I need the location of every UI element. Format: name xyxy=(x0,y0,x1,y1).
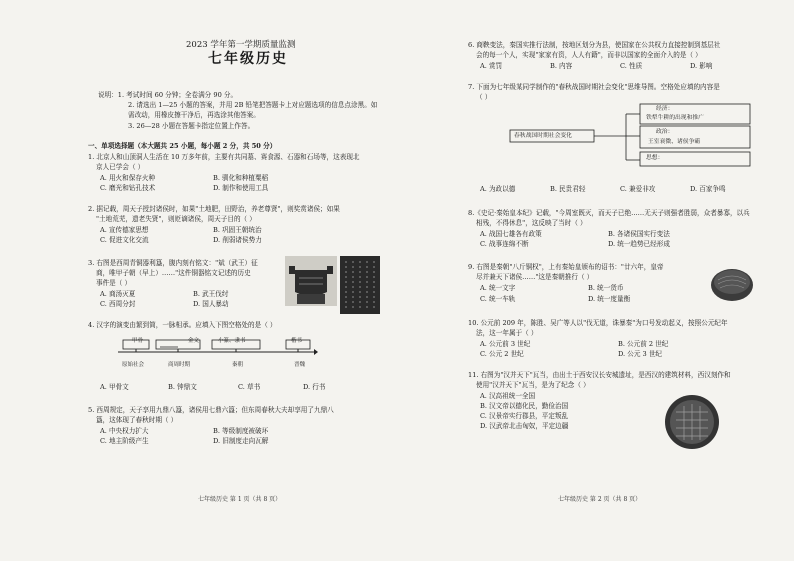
mind-map-branch: 经济： xyxy=(656,106,674,112)
option-b: B. 民贵君轻 xyxy=(550,185,586,193)
option-b: B. 汉文帝以德化民，勤俭治国 xyxy=(480,402,569,410)
question-10: 10. 公元前 209 年，陈胜、吴广等人以"伐无道，诛暴秦"为口号发动起义，按照公元纪年 xyxy=(468,319,728,327)
option-c: C. 汉景帝实行郡县，平定叛乱 xyxy=(480,412,569,420)
page-footer: 七年级历史 第 2 页（共 8 页） xyxy=(558,496,642,503)
option-c: C. 性质 xyxy=(620,62,643,70)
option-a: A. 商汤灭夏 xyxy=(100,290,136,298)
mind-map-branch: 铁犁牛耕的出现和推广 xyxy=(646,115,704,121)
question-9: 9. 右图是秦朝"八斤铜权"，上有秦始皇颁布的诏书："廿六年，皇帝 xyxy=(468,263,664,271)
question-5: 5. 西周规定，天子享用九鼎八簋，诸侯用七鼎六簋；但东周春秋大夫却享用了九鼎八 xyxy=(88,406,334,414)
question-1: 1. 北京人和山顶洞人生活在 10 万多年前，主要有共同墓、赛食源、石器和石场等，这表现北 xyxy=(88,153,360,161)
option-d: D. 削弱诸侯势力 xyxy=(213,236,262,244)
section-heading: 一、单项选择题（本大题共 25 小题，每小题 2 分，共 50 分） xyxy=(88,142,277,150)
option-d: D. 行书 xyxy=(303,383,326,391)
option-b: B. 巩固王朝统治 xyxy=(213,226,262,234)
option-a: A. 战国七雄各有政策 xyxy=(480,230,542,238)
question-6-cont: 会的每一个人，实现"家家有资，人人有籍"，而非以国家的全面介入的是（ ） xyxy=(476,51,702,59)
mind-map-branch: 思想： xyxy=(646,155,664,161)
question-2: 2. 据记载，周天子授封诸侯时，如果"土地肥，田野治，养老尊贤"，则奖赏诸侯；如果 xyxy=(88,205,340,213)
option-a: A. 汉高祖统一全国 xyxy=(480,392,536,400)
option-c: C. 统一车轨 xyxy=(480,295,516,303)
question-7-cont: （ ） xyxy=(476,93,492,101)
timeline-label: 甲骨 xyxy=(132,338,144,344)
option-a: A. 宣传德家思想 xyxy=(100,226,149,234)
question-8: 8.《史记·秦始皇本纪》记载，"今周室既灭，而天子已绝……无天子则强者胜弱，众者暴寡，以兵 xyxy=(468,209,750,217)
subject-title: 七年级历史 xyxy=(208,51,288,67)
question-3-cont: 事件是（ ） xyxy=(96,279,132,287)
option-d: D. 国人暴动 xyxy=(193,300,229,308)
option-c: C. 西周分封 xyxy=(100,300,136,308)
question-9-cont: 尽并兼天下诸侯……"这是秦朝推行（ ） xyxy=(476,273,594,281)
bronze-weight-image xyxy=(710,264,754,302)
timeline-period: 商周时期 xyxy=(168,362,191,368)
option-a: A. 统一文字 xyxy=(480,284,516,292)
question-10-cont: 法，这一年属于（ ） xyxy=(476,329,538,337)
option-d: D. 制作和使用工具 xyxy=(213,184,269,192)
option-c: C. 战事连绵不断 xyxy=(480,240,529,248)
question-3-cont: 商，唯甲子朝（早上）……"这件铜器铭文记述的历史 xyxy=(96,269,251,277)
question-4: 4. 汉字的演变由繁到简，一脉相承。应填入下图空格处的是（ ） xyxy=(88,321,277,329)
timeline-period: 原始社会 xyxy=(122,362,145,368)
instruction-line: 说明：1. 考试时间 60 分钟；全卷满分 90 分。 xyxy=(98,91,238,99)
question-8-cont: 相残，不得休息"，这反映了当时（ ） xyxy=(476,219,587,227)
timeline-period: 秦朝 xyxy=(232,362,244,368)
page-footer: 七年级历史 第 1 页（共 8 页） xyxy=(198,496,282,503)
option-b: B. 等级制度被破坏 xyxy=(213,427,269,435)
option-d: D. 百家争鸣 xyxy=(690,185,726,193)
question-6: 6. 商鞅变法，秦国实推行法制，按地区划分为县，使国家在公共权力直接控制到基层社 xyxy=(468,41,721,49)
option-a: A. 为政以德 xyxy=(480,185,516,193)
option-d: D. 汉武帝北击匈奴，平定边疆 xyxy=(480,422,569,430)
option-b: B. 钟鼎文 xyxy=(168,383,197,391)
option-a: A. 公元前 3 世纪 xyxy=(480,340,531,348)
option-b: B. 公元前 2 世纪 xyxy=(618,340,669,348)
question-11-cont: 使用"汉并天下"瓦当，是为了纪念（ ） xyxy=(476,381,590,389)
page-2 xyxy=(468,0,768,561)
option-b: B. 各诸侯国实行变法 xyxy=(608,230,670,238)
inscription-rubbing-image xyxy=(340,256,380,314)
question-5-cont: 簋，这体现了春秋时期（ ） xyxy=(96,416,178,424)
option-b: B. 驯化和种植粟稻 xyxy=(213,174,269,182)
option-d: D. 统一趋势已经形成 xyxy=(608,240,670,248)
option-a: A. 赏罚 xyxy=(480,62,503,70)
option-a: A. 甲骨文 xyxy=(100,383,129,391)
option-d: D. 公元 3 世纪 xyxy=(618,350,663,358)
exam-title: 2023 学年第一学期质量监测 xyxy=(186,40,296,50)
instruction-line: 2. 请选出 1—25 小题的答案，并用 2B 铅笔把答题卡上对应题选项的信息点涂黑。如 xyxy=(128,101,378,109)
option-c: C. 兼爱非攻 xyxy=(620,185,656,193)
option-b: B. 统一货币 xyxy=(588,284,624,292)
option-c: C. 草书 xyxy=(238,383,261,391)
instruction-line: 3. 26—28 小题在答题卡指定位置上作答。 xyxy=(128,122,255,130)
question-3: 3. 右图是西周青铜器利簋，腹内刻有铭文："斌（武王）征 xyxy=(88,259,258,267)
mind-map-center: 春秋战国时期社会变化 xyxy=(514,133,572,139)
question-1-cont: 京人已学会（ ） xyxy=(96,163,145,171)
timeline-period: 晋魏 xyxy=(294,362,306,368)
option-b: B. 武王伐纣 xyxy=(193,290,229,298)
option-c: C. 地主阶级产生 xyxy=(100,437,149,445)
option-d: D. 影响 xyxy=(690,62,713,70)
bronze-vessel-image xyxy=(285,256,337,306)
timeline-label: 楷书 xyxy=(291,338,303,344)
option-a: A. 用火和保存火种 xyxy=(100,174,156,182)
question-2-cont: "土地荒芜，遗老失贤"，则贬谪诸侯，周天子目的（ ） xyxy=(96,215,256,223)
option-a: A. 中央权力扩大 xyxy=(100,427,149,435)
timeline-label: 小篆、隶书 xyxy=(218,338,246,344)
page-1 xyxy=(88,0,388,561)
question-11: 11. 右图为"汉并天下"瓦当，由出土于西安汉长安城遗址，是西汉的建筑材料，西汉刻作和 xyxy=(468,371,731,379)
option-c: C. 促进文化交流 xyxy=(100,236,149,244)
option-b: B. 内容 xyxy=(550,62,573,70)
option-c: C. 公元 2 世纪 xyxy=(480,350,524,358)
mind-map-branch: 王室衰微、诸侯争霸 xyxy=(648,139,701,145)
instruction-line: 需改动，用橡皮擦干净后，再选涂其他答案。 xyxy=(128,111,260,119)
option-d: D. 统一度量衡 xyxy=(588,295,631,303)
question-7: 7. 下面为七年级某同学制作的"春秋战国时期社会变化"思维导图。空格处应填的内容是 xyxy=(468,83,720,91)
option-d: D. 旧制度走向瓦解 xyxy=(213,437,269,445)
roof-tile-image xyxy=(664,394,720,450)
mind-map-branch: 政治： xyxy=(656,129,674,135)
option-c: C. 磨光和钻孔技术 xyxy=(100,184,156,192)
timeline-label: 金文 xyxy=(188,338,200,344)
